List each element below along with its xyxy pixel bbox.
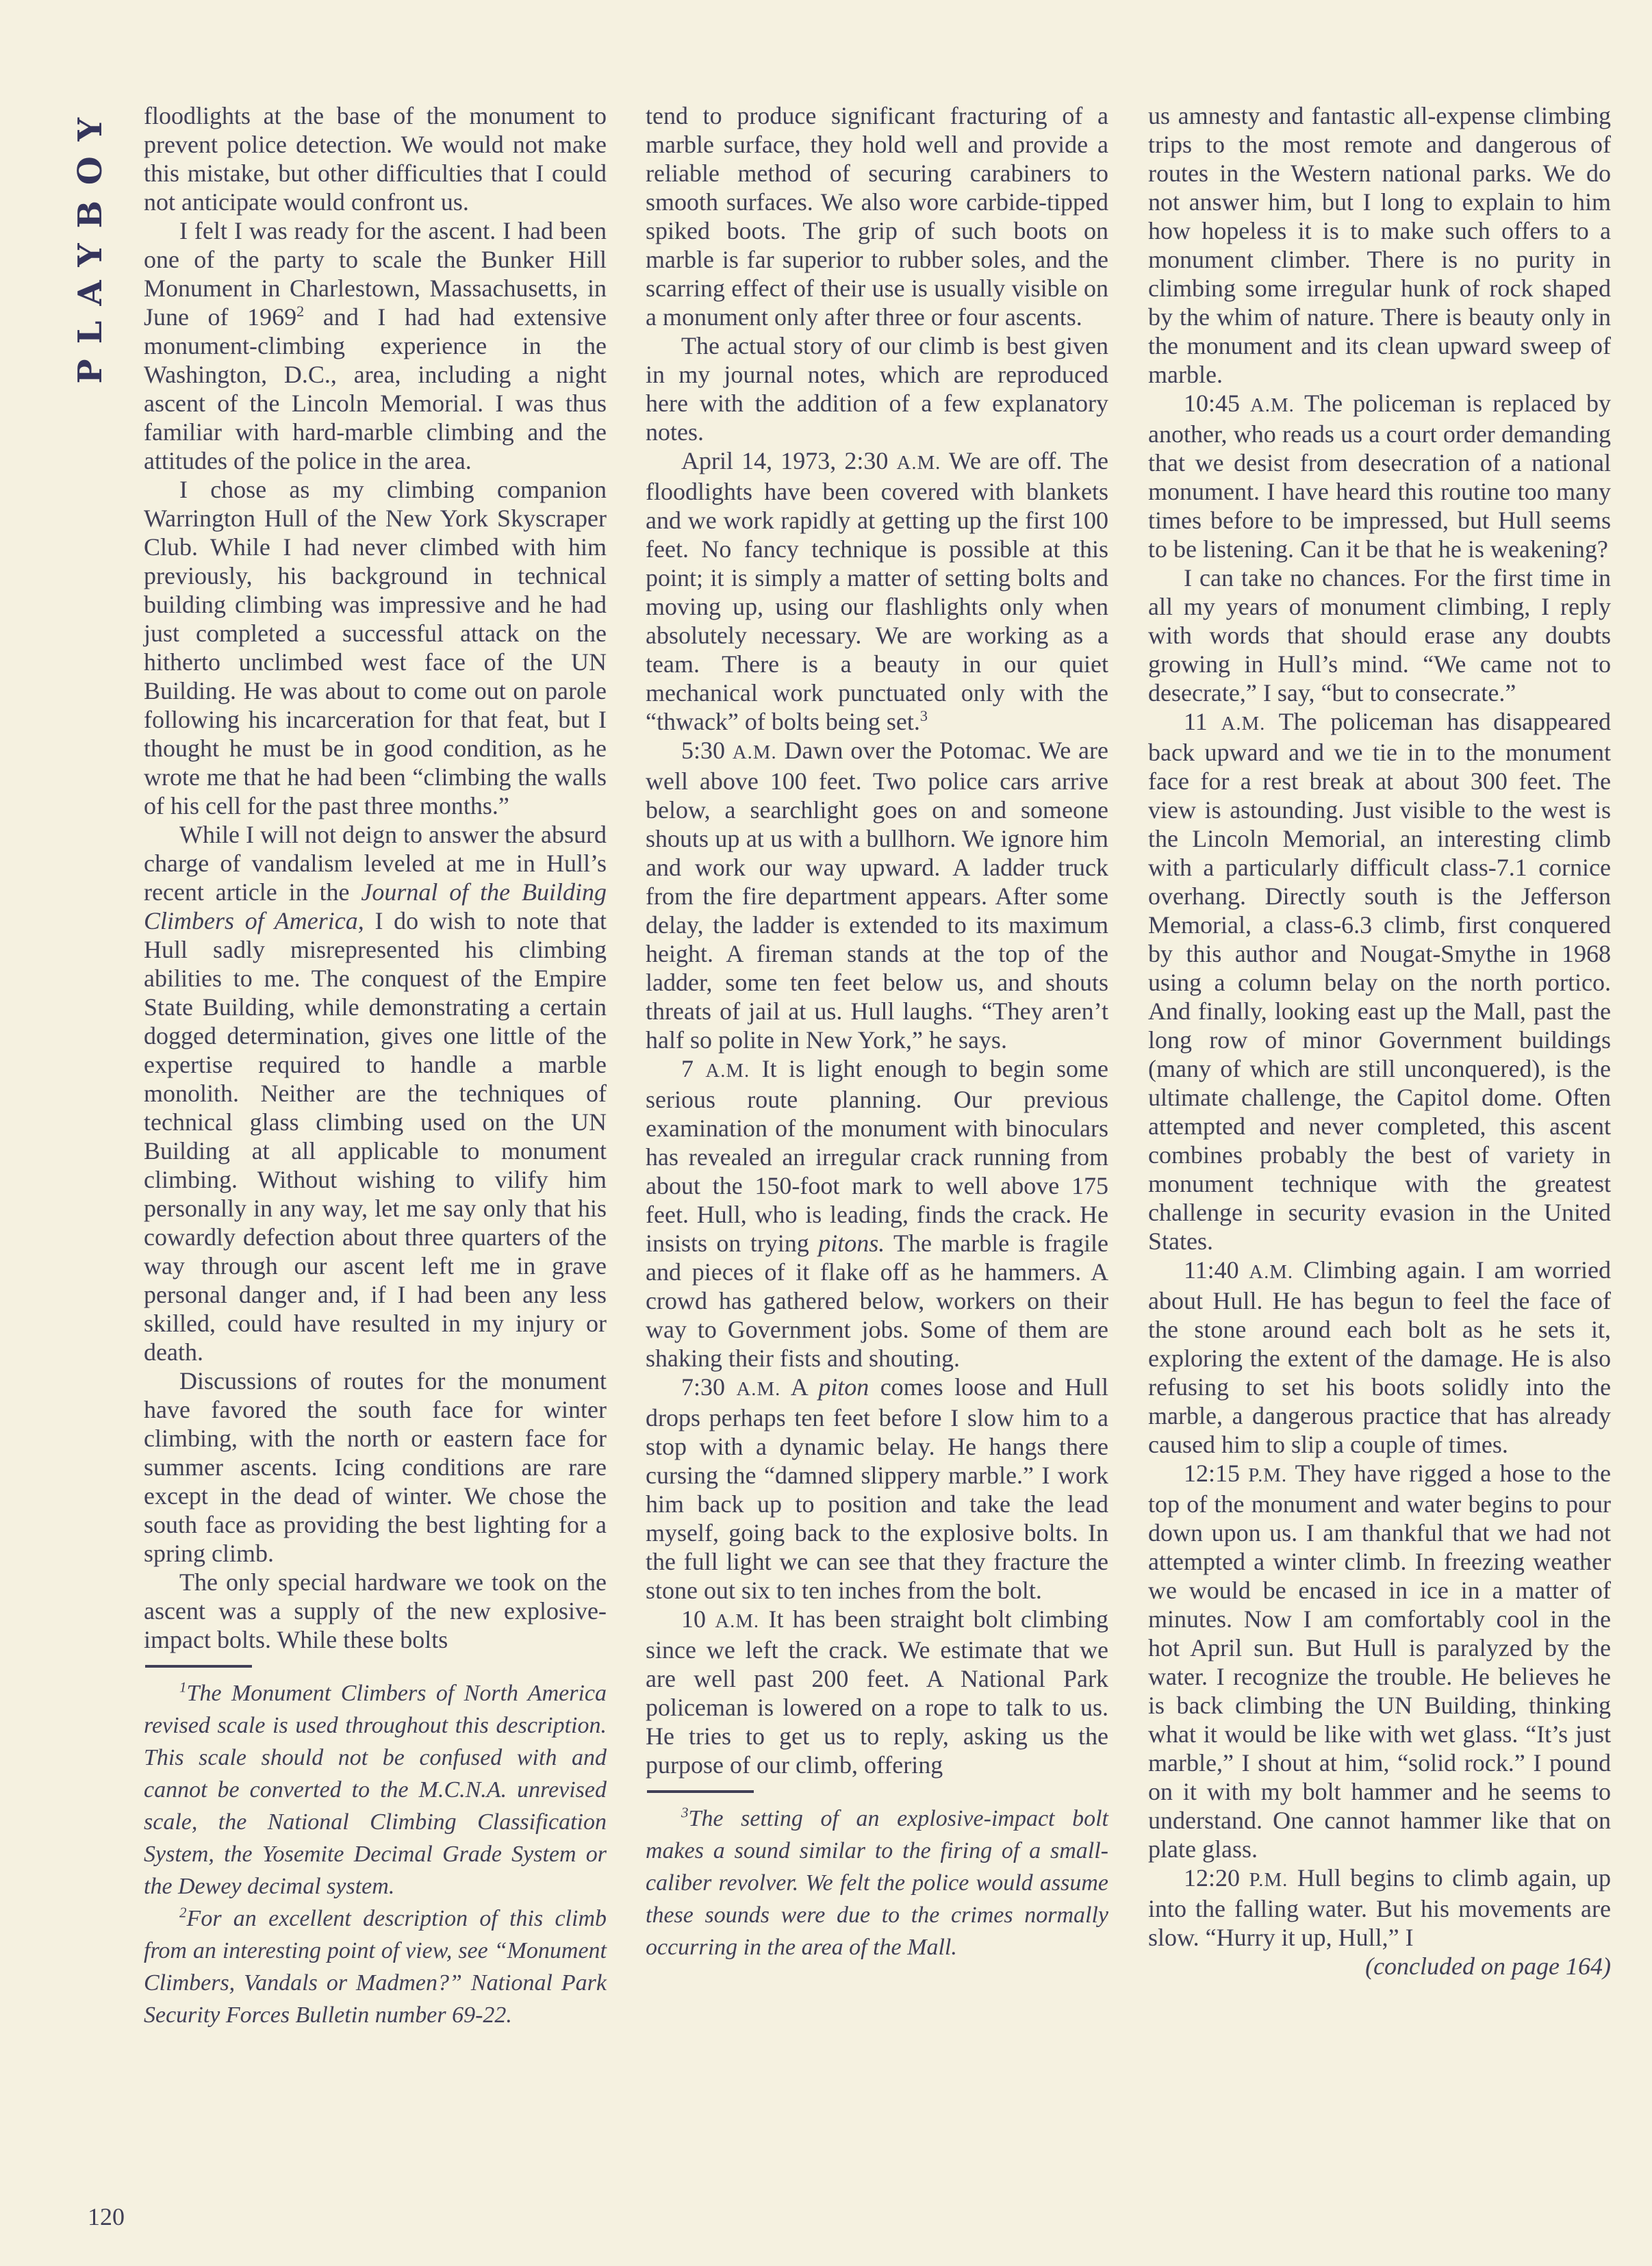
text-run: Journal of the Building Climbers of America, [144,878,607,934]
paragraph [646,1054,1108,1373]
text-run: 10:45 [1184,390,1250,417]
text-run: April 14, 1973, 2:30 [681,447,897,474]
text-run: It is light enough to begin some serious route planning. Our previous examination of the monument with binoculars has revealed an irregular crack running from about the 150-foot mark to well above 175 feet. Hull, who is leading, finds the crack. He insists on trying [646,1055,1108,1257]
text-run: I felt I was ready for the ascent. I had been one of the party to scale the Bunker Hill Monument in Charlestown, Massachusetts, in June of 1969 [144,217,607,331]
text-run: I can take no chances. For the first time in all my years of monument climbing, I reply with words that should erase any doubts growing in Hull’s mind. “We came not to desecrate,” I say, “but to consecrate.” [1148,564,1611,706]
text-run: pitons. [818,1230,885,1257]
footnote-marker: 3 [919,707,928,724]
text-run: 10 [681,1605,715,1633]
text-run: and I had had extensive monument-climbing experience in the Washington, D.C., area, including a night ascent of the Lincoln Memorial. I was thus familiar with hard-marble climbing and the attitudes of the police in the area. [144,303,607,474]
paragraph [144,216,607,475]
text-run: 11:40 [1184,1256,1249,1284]
text-run: A.M. [1221,713,1266,735]
text-run: A.M. [1249,1261,1294,1283]
text-run: 12:15 [1184,1460,1249,1487]
paragraph [144,475,607,820]
text-run: They have rigged a hose to the top of the monument and water begins to pour down upon us. I am thankful that we had not attempted a winter climb. In freezing weather we would be encased in ice in a matter of minutes. Now I am comfortably cool in the hot April sun. But Hull is paralyzed by the water. I recognize the trouble. He believes he is back climbing the UN Building, thinking what it would be like with wet glass. “It’s just marble,” I shout at him, “solid rock.” I pound on it with my bolt hammer and he seems to understand. One cannot hammer like that on plate glass. [1148,1460,1611,1863]
text-run: Hull begins to climb again, up into the falling water. But his movements are slow. “Hurry it up, Hull,” I [1148,1864,1611,1951]
paragraph [1148,389,1611,563]
text-run: 12:20 [1184,1864,1249,1892]
text-run: A.M. [1250,394,1295,416]
paragraph [646,1373,1108,1605]
text-run: 7 [681,1055,706,1082]
text-run: 5:30 [681,737,733,764]
text-run: us amnesty and fantastic all-expense climbing trips to the most remote and dangerous of routes in the Western national parks. We do not answer him, but I long to explain to him how hopeless it is to make such offers to a monument climber. There is no purity in climbing some irregular hunk of rock shaped by the whim of nature. There is beauty only in the monument and its clean upward sweep of marble. [1148,102,1611,388]
text-run: The marble is fragile and pieces of it flake off as he hammers. A crowd has gathered below, workers on their way to Government jobs. Some of them are shaking their fists and shouting. [646,1230,1108,1372]
text-run: A.M. [896,452,941,474]
paragraph [1148,1863,1611,1952]
concluded-note [1148,1952,1611,1981]
text-run: A.M. [705,1060,750,1082]
paragraph [1148,101,1611,389]
footnote-marker: 3 [681,1804,689,1821]
text-run: The actual story of our climb is best given in my journal notes, which are reproduced here with the addition of a few explanatory notes. [646,332,1108,446]
footnote [646,1803,1108,1963]
text-run: floodlights at the base of the monument to prevent police detection. We would not make this mistake, but other difficulties that I could not anticipate would confront us. [144,102,607,216]
text-column-1 [144,101,607,2031]
text-run: A [780,1373,819,1401]
text-run: For an excellent description of this climb from an interesting point of view, see “Monument Climbers, Vandals or Madmen?” National Park Security Forces Bulletin number 69-22. [144,1906,607,2028]
magazine-spine [71,103,115,384]
text-run: A.M. [715,1610,760,1632]
text-run: P.M. [1249,1869,1288,1891]
text-run: The Monument Climbers of North America revised scale is used throughout this description. This scale should not be confused with and cannot be converted to the M.C.N.A. unrevised scale, the National Climbing Classification System, the Yosemite Decimal Grade System or the Dewey decimal system. [144,1681,607,1899]
text-run: 7:30 [681,1373,737,1401]
text-run: Climbing again. I am worried about Hull. He has begun to feel the face of the stone around each bolt as he sets it, exploring the extent of the damage. He is also refusing to set his boots solidly into the marble, a dangerous practice that has already caused him to slip a couple of times. [1148,1256,1612,1458]
page-number: 120 [88,2203,125,2230]
paragraph [1148,1256,1611,1459]
footnote [144,1677,607,1902]
text-run: Dawn over the Potomac. We are well above 100 feet. Two police cars arrive below, a searchlight goes on and someone shouts up at us with a bullhorn. We ignore him and work our way upward. A ladder truck from the fire department appears. After some delay, the ladder is extended to its maximum height. A fireman stands at the top of the ladder, some ten feet below us, and shouts threats of jail at us. Hull laughs. “They aren’t half so polite in New York,” he says. [646,737,1108,1054]
text-run: The setting of an explosive-impact bolt makes a sound similar to the firing of a small-caliber revolver. We felt the police would assume these sounds were due to the crimes normally occurring in the area of the Mall. [646,1806,1108,1960]
text-column-2 [646,101,1108,1963]
text-run: The policeman has disappeared back upward and we tie in to the monument face for a rest break at about 300 feet. The view is astounding. Just visible to the west is the Lincoln Memorial, an interesting climb with a particularly difficult class-7.1 cornice overhang. Directly south is the Jefferson Memorial, a class-6.3 climb, first conquered by this author and Nougat-Smythe in 1968 using a column belay on the north portico. And finally, looking east up the Mall, past the long row of minor Government buildings (many of which are still unconquered), is the ultimate challenge, the Capitol dome. Often attempted and never completed, this ascent combines probably the best of variety in monument technique with the greatest challenge in security evasion in the United States. [1148,708,1611,1255]
text-run: (concluded on page 164) [1365,1952,1611,1980]
text-run: comes loose and Hull drops perhaps ten feet before I slow him to a stop with a dynamic belay. He hangs there cursing the “damned slippery marble.” I work him back up to position and take the lead myself, going back to the explosive bolts. In the full light we can see that they fracture the stone out six to ten inches from the bolt. [646,1373,1108,1604]
magazine-spine-title: PLAYBOY [71,103,110,384]
paragraph [1148,707,1611,1256]
footnote-marker: 2 [296,303,305,320]
text-column-3 [1148,101,1611,1981]
footnote-marker: 2 [179,1904,187,1921]
text-run: Discussions of routes for the monument have favored the south face for winter climbing, with the north or eastern face for summer ascents. Icing conditions are rare except in the dead of winter. We chose the south face as providing the best lighting for a spring climb. [144,1367,607,1567]
text-run: 11 [1184,708,1221,735]
paragraph [144,1366,607,1568]
paragraph [646,1605,1108,1779]
text-run: P.M. [1248,1464,1288,1486]
paragraph [646,101,1108,331]
footnote [144,1902,607,2031]
paragraph [144,820,607,1366]
footnote-marker: 1 [179,1679,187,1696]
text-run: A.M. [736,1378,781,1400]
paragraph [646,446,1108,736]
paragraph [1148,563,1611,707]
paragraph [144,101,607,216]
text-run: We are off. The floodlights have been covered with blankets and we work rapidly at getting up the first 100 feet. No fancy technique is possible at this point; it is simply a matter of setting bolts and moving up, using our flashlights only when absolutely necessary. We are working as a team. There is a beauty in our quiet mechanical work punctuated only with the “thwack” of bolts being set. [646,447,1108,735]
paragraph [144,1568,607,1654]
text-run: It has been straight bolt climbing since we left the crack. We estimate that we are well past 200 feet. A National Park policeman is lowered on a rope to talk to us. He tries to get us to reply, asking us the purpose of our climb, offering [646,1605,1108,1779]
text-run: While I will not deign to answer the absurd charge of vandalism leveled at me in Hull’s recent article in the [144,821,607,906]
footnote-divider [647,1790,754,1793]
text-run: piton [818,1373,869,1401]
footnote-divider [145,1665,252,1668]
paragraph [1148,1459,1611,1863]
text-run: I do wish to note that Hull sadly misrepresented his climbing abilities to me. The conquest of the Empire State Building, while demonstrating a certain dogged determination, gives one little of the expertise required to handle a marble monolith. Neither are the techniques of technical glass climbing used on the UN Building at all applicable to monument climbing. Without wishing to vilify him personally in any way, let me say only that his cowardly defection about three quarters of the way through our ascent left me in grave personal danger and, if I had been any less skilled, could have resulted in my injury or death. [144,907,607,1366]
paragraph [646,736,1108,1054]
text-run: The policeman is replaced by another, who reads us a court order demanding that we desist from desecration of a national monument. I have heard this routine too many times before to be impressed, but Hull seems to be listening. Can it be that he is weakening? [1148,390,1611,563]
text-run: A.M. [732,741,777,763]
text-run: The only special hardware we took on the ascent was a supply of the new explosive-impact bolts. While these bolts [144,1568,607,1653]
text-run: I chose as my climbing companion Warrington Hull of the New York Skyscraper Club. While I had never climbed with him previously, his background in technical building climbing was impressive and he had just completed a successful attack on the hitherto unclimbed west face of the UN Building. He was about to come out on parole following his incarceration for that feat, but I thought he must be in good condition, as he wrote me that he had been “climbing the walls of his cell for the past three months.” [144,476,607,819]
text-run: tend to produce significant fracturing of a marble surface, they hold well and provide a reliable method of securing carabiners to smooth surfaces. We also wore carbide-tipped spiked boots. The grip of such boots on marble is far superior to rubber soles, and the scarring effect of their use is usually visible on a monument only after three or four ascents. [646,102,1108,331]
paragraph [646,331,1108,446]
